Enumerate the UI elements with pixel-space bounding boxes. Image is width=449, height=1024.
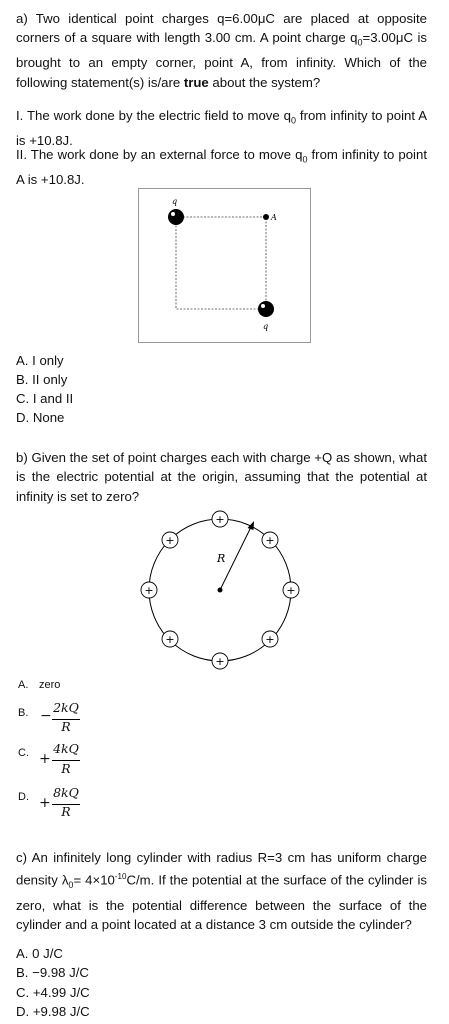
part-a-option-a[interactable]: A. I only	[16, 353, 64, 368]
label-q-top: q	[172, 197, 178, 206]
svg-text:+: +	[144, 584, 154, 597]
svg-text:+: +	[165, 633, 175, 646]
charge-top-left	[162, 532, 178, 548]
svg-text:+: +	[286, 584, 296, 597]
charge-bottom-left	[162, 631, 178, 647]
charge-q-top-left	[168, 209, 184, 225]
charge-bottom-right	[262, 631, 278, 647]
ring-charges-figure	[134, 508, 306, 670]
svg-text:+: +	[265, 633, 275, 646]
svg-text:+: +	[265, 534, 275, 547]
square-charges-figure	[138, 188, 311, 343]
part-c-option-b[interactable]: B. −9.98 J/C	[16, 965, 89, 980]
part-c-option-d[interactable]: D. +9.98 J/C	[16, 1004, 90, 1019]
charge-left	[141, 582, 157, 598]
charge-top	[212, 511, 228, 527]
svg-text:+: +	[165, 534, 175, 547]
part-a-option-b[interactable]: B. II only	[16, 372, 68, 387]
part-a-option-c[interactable]: C. I and II	[16, 391, 74, 406]
part-b-question: b) Given the set of point charges each with charge +Q as shown, what is the electric potential at the origin, assuming that the potential at infinity is set to zero?	[16, 450, 427, 504]
point-A	[263, 214, 269, 220]
part-a-statement-1: I. The work done by the electric field to move $q_0$ from infinity to point A is +10.8J.	[16, 108, 427, 149]
part-c-option-a[interactable]: A. 0 J/C	[16, 946, 63, 961]
part-a-statement-2: II. The work done by an external force to move $q_0$ from infinity to point A is +10.8J.	[16, 147, 427, 188]
radius-label: R	[217, 552, 226, 565]
part-c-question: c) An infinitely long cylinder with radius R=3 cm has uniform charge density $\lambda_0= 4\times 10^{-10}C/m$. If the potential at the surface of the cylinder is zero, what is the potential difference between the surface of the cylinder and a point located at a distance 3 cm outside the cylinder?	[16, 850, 428, 933]
charge-bottom	[212, 653, 228, 669]
svg-text:+: +	[215, 513, 225, 526]
svg-text:+: +	[215, 655, 225, 668]
label-A: A	[271, 213, 277, 222]
charge-top-right	[262, 532, 278, 548]
part-c-option-c[interactable]: C. +4.99 J/C	[16, 985, 90, 1000]
label-q-bottom: q	[263, 322, 269, 331]
part-a-option-d[interactable]: D. None	[16, 410, 65, 425]
charge-right	[283, 582, 299, 598]
charge-q-bottom-right	[258, 301, 274, 317]
part-a-question: a) Two identical point charges q=6.00μC are placed at opposite corners of a square with length 3.00 cm. A point charge $q_0=3.00\mu C$ is brought to an empty corner, point A, from infinity. Which of the following statement(s) is/are true about the system?	[16, 11, 427, 90]
